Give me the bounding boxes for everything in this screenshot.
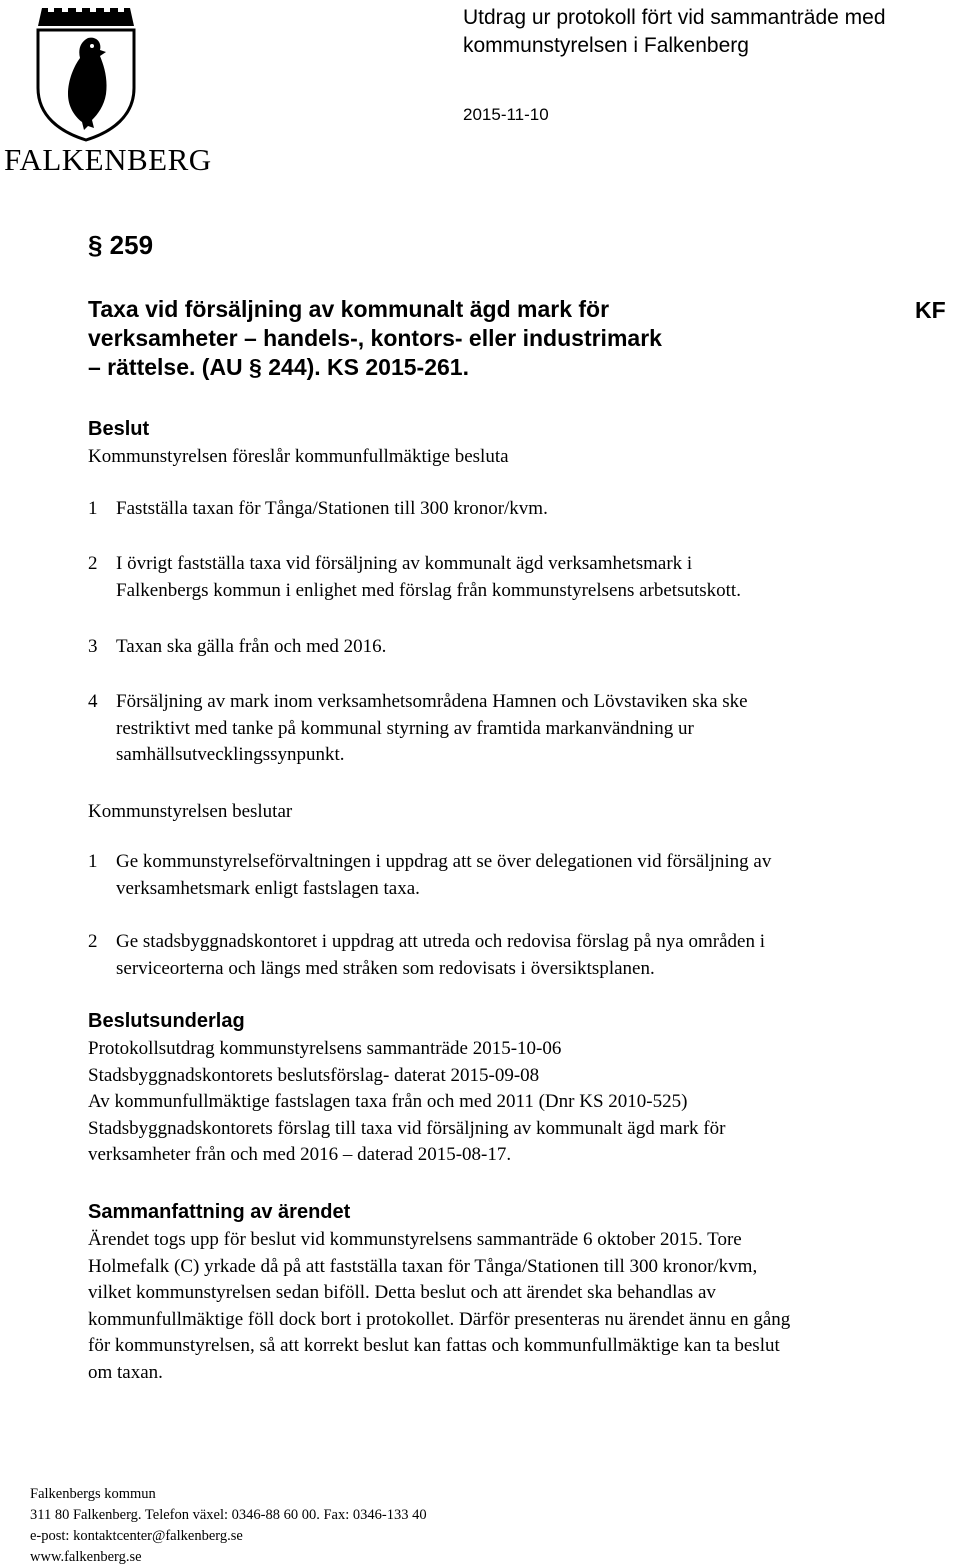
decision-item-number: 2 [88, 553, 98, 574]
decision-item-number: 1 [88, 498, 98, 519]
decision-item-line: Taxan ska gälla från och med 2016. [116, 636, 387, 657]
section-tag: KF [915, 297, 946, 323]
section-heading [88, 295, 838, 382]
footer-website: www.falkenberg.se [30, 1549, 142, 1565]
beslut-intro: Kommunstyrelsen föreslår kommunfullmäktige besluta [88, 446, 509, 467]
decision-item-line: restriktivt med tanke på kommunal styrning av framtida markanvändning ur [116, 717, 694, 739]
heading-line: verksamheter – handels-, kontors- eller industrimark [88, 325, 662, 351]
underlag-line: Stadsbyggnadskontorets förslag till taxa vid försäljning av kommunalt ägd mark för [88, 1117, 726, 1139]
footer-email: e-post: kontaktcenter@falkenberg.se [30, 1528, 243, 1544]
protocol-title-line: Utdrag ur protokoll fört vid sammanträde med [463, 6, 886, 29]
sammanfattning-line: om taxan. [88, 1361, 163, 1383]
protocol-title [463, 4, 953, 60]
ks-decision-item-line: verksamhetsmark enligt fastslagen taxa. [116, 877, 420, 899]
footer-org: Falkenbergs kommun [30, 1486, 156, 1502]
ks-decision-item-line: Ge kommunstyrelseförvaltningen i uppdrag att se över delegationen vid försäljning av [116, 851, 772, 872]
footer-address: 311 80 Falkenberg. Telefon växel: 0346-88 60 00. Fax: 0346-133 40 [30, 1507, 427, 1523]
decision-item-line: samhällsutvecklingssynpunkt. [116, 744, 345, 765]
underlag-line: Av kommunfullmäktige fastslagen taxa från och med 2011 (Dnr KS 2010-525) [88, 1091, 688, 1112]
decision-item [88, 551, 958, 604]
heading-line: – rättelse. (AU § 244). KS 2015-261. [88, 354, 469, 380]
heading-line: Taxa vid försäljning av kommunalt ägd mark för [88, 296, 610, 322]
paragraph-number: § 259 [88, 230, 154, 260]
ks-decision-item-number: 1 [88, 851, 98, 872]
protocol-title-line: kommunstyrelsen i Falkenberg [463, 34, 749, 57]
logo-wordmark: FALKENBERG [4, 142, 212, 177]
ks-intro: Kommunstyrelsen beslutar [88, 801, 293, 822]
decision-item-line: Falkenbergs kommun i enlighet med förslag från kommunstyrelsens arbetsutskott. [116, 579, 741, 601]
decision-item [88, 634, 958, 661]
decision-item [88, 689, 958, 769]
sammanfattning-text [88, 1227, 948, 1386]
sammanfattning-line: för kommunstyrelsen, så att korrekt beslut kan fattas och kommunfullmäktige kan ta beslut [88, 1335, 780, 1356]
underlag-line: Protokollsutdrag kommunstyrelsens sammanträde 2015-10-06 [88, 1038, 562, 1059]
protocol-date: 2015-11-10 [463, 105, 549, 124]
sammanfattning-line: kommunfullmäktige föll dock bort i protokollet. Därför presenteras nu ärendet ännu en gång [88, 1308, 791, 1330]
coat-of-arms-icon [30, 4, 148, 142]
decision-item-number: 4 [88, 691, 98, 712]
ks-decision-item-line: serviceorterna och längs med stråken som redovisats i översiktsplanen. [116, 957, 655, 979]
decision-item [88, 496, 958, 523]
underlag-line: Stadsbyggnadskontorets beslutsförslag- daterat 2015-09-08 [88, 1064, 540, 1086]
page-footer [30, 1484, 427, 1568]
decision-item-line: I övrigt fastställa taxa vid försäljning av kommunalt ägd verksamhetsmark i [116, 553, 693, 574]
ks-decision-item-line: Ge stadsbyggnadskontoret i uppdrag att utreda och redovisa förslag på nya områden i [116, 931, 765, 952]
sammanfattning-line: vilket kommunstyrelsen sedan biföll. Detta beslut och att ärendet ska behandlas av [88, 1282, 716, 1303]
ks-decision-item-number: 2 [88, 931, 98, 952]
underlag-label: Beslutsunderlag [88, 1010, 245, 1032]
decision-item-number: 3 [88, 636, 98, 657]
decision-item-line: Fastställa taxan för Tånga/Stationen till 300 kronor/kvm. [116, 498, 548, 519]
ks-decision-item [88, 849, 958, 902]
decision-item-line: Försäljning av mark inom verksamhetsområdena Hamnen och Lövstaviken ska ske [116, 691, 748, 712]
sammanfattning-line: Ärendet togs upp för beslut vid kommunstyrelsens sammanträde 6 oktober 2015. Tore [88, 1229, 742, 1250]
sammanfattning-label: Sammanfattning av ärendet [88, 1201, 351, 1223]
underlag-line: verksamheter från och med 2016 – daterad 2015-08-17. [88, 1144, 512, 1165]
sammanfattning-line: Holmefalk (C) yrkade då på att fastställa taxan för Tånga/Stationen till 300 kronor/kvm, [88, 1255, 758, 1277]
beslut-label: Beslut [88, 418, 150, 440]
ks-decision-item [88, 929, 958, 982]
underlag-list [88, 1036, 948, 1169]
